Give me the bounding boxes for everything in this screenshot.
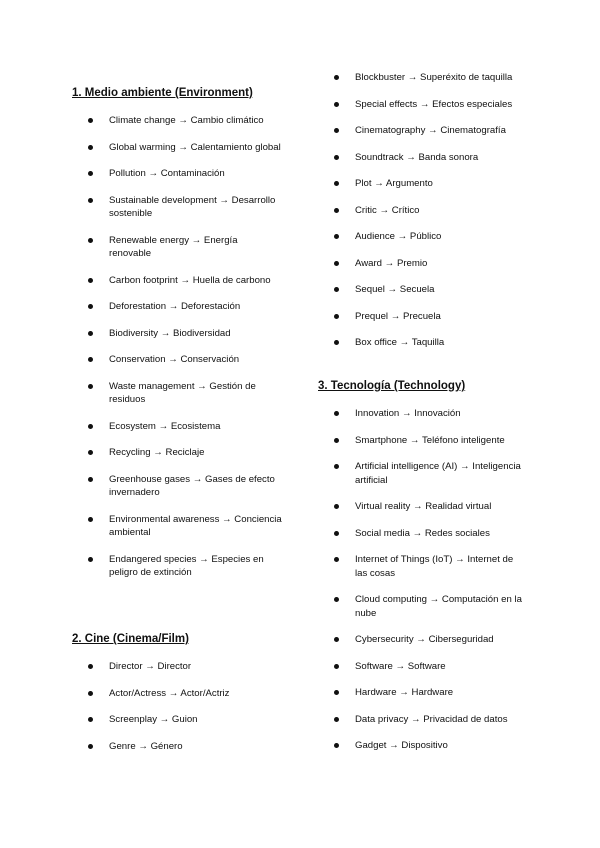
term-pair: Global warming → Calentamiento global: [109, 141, 281, 153]
list-item: [318, 177, 528, 191]
list-item: [318, 460, 528, 487]
list-item: [72, 713, 282, 727]
bullet-icon: [88, 691, 93, 696]
bullet-icon: [334, 743, 339, 748]
section-heading: 2. Cine (Cinema/Film): [72, 633, 189, 645]
bullet-icon: [334, 464, 339, 469]
bullet-icon: [88, 304, 93, 309]
bullet-icon: [88, 477, 93, 482]
list-item: [318, 336, 528, 350]
list-item: [72, 740, 282, 754]
bullet-icon: [88, 557, 93, 562]
bullet-icon: [334, 664, 339, 669]
term-pair: Prequel → Precuela: [355, 310, 441, 322]
term-pair: Blockbuster → Superéxito de taquilla: [355, 72, 513, 83]
list-item: [318, 553, 528, 580]
bullet-icon: [334, 717, 339, 722]
list-item: [72, 380, 282, 407]
term-pair: Cybersecurity → Ciberseguridad: [355, 634, 494, 645]
bullet-icon: [334, 597, 339, 602]
bullet-icon: [88, 384, 93, 389]
bullet-icon: [334, 287, 339, 292]
term-pair: Environmental awareness → Conciencia ambiental: [109, 513, 282, 538]
section-environment: [72, 86, 312, 593]
term-pair: Renewable energy → Energía renovable: [109, 234, 238, 259]
list-item: [72, 446, 282, 460]
bullet-icon: [334, 438, 339, 443]
list-item: [72, 141, 282, 155]
term-pair: Data privacy → Privacidad de datos: [355, 713, 508, 725]
bullet-icon: [334, 75, 339, 80]
term-list: [72, 114, 312, 580]
list-item: [318, 633, 528, 647]
bullet-icon: [88, 664, 93, 669]
term-pair: Cinematography → Cinematografía: [355, 125, 506, 136]
list-item: [318, 283, 528, 297]
bullet-icon: [88, 145, 93, 150]
term-pair: Gadget → Dispositivo: [355, 740, 448, 751]
section-heading: 1. Medio ambiente (Environment): [72, 87, 253, 99]
bullet-icon: [334, 234, 339, 239]
term-pair: Innovation → Innovación: [355, 408, 461, 419]
bullet-icon: [88, 717, 93, 722]
bullet-icon: [334, 128, 339, 133]
list-item: [72, 300, 282, 314]
term-pair: Deforestation → Deforestación: [109, 301, 241, 312]
list-item: [72, 513, 282, 540]
bullet-icon: [88, 198, 93, 203]
bullet-icon: [334, 340, 339, 345]
term-pair: Internet of Things (IoT) → Internet de las cosas: [355, 554, 514, 579]
bullet-icon: [88, 171, 93, 176]
list-item: [318, 500, 528, 514]
bullet-icon: [334, 637, 339, 642]
term-pair: Climate change → Cambio climático: [109, 115, 264, 126]
list-item: [318, 204, 528, 218]
list-item: [72, 660, 282, 674]
bullet-icon: [334, 314, 339, 319]
term-pair: Special effects → Efectos especiales: [355, 98, 513, 110]
list-item: [318, 593, 528, 620]
list-item: [318, 686, 528, 700]
term-pair: Hardware → Hardware: [355, 687, 454, 698]
bullet-icon: [334, 531, 339, 536]
term-pair: Sustainable development → Desarrollo sostenible: [109, 194, 276, 219]
bullet-icon: [88, 238, 93, 243]
term-pair: Cloud computing → Computación en la nube: [355, 594, 522, 619]
section-cinema-continued: [318, 71, 558, 363]
bullet-icon: [88, 744, 93, 749]
list-item: [318, 71, 528, 85]
term-pair: Virtual reality → Realidad virtual: [355, 501, 492, 512]
list-item: [72, 274, 282, 288]
bullet-icon: [88, 278, 93, 283]
term-pair: Actor/Actress → Actor/Actriz: [109, 687, 230, 699]
bullet-icon: [88, 331, 93, 336]
term-pair: Artificial intelligence (AI) → Inteligencia artificial: [355, 461, 521, 486]
list-item: [318, 407, 528, 421]
bullet-icon: [88, 517, 93, 522]
term-pair: Ecosystem → Ecosistema: [109, 420, 221, 432]
list-item: [318, 434, 528, 448]
bullet-icon: [334, 261, 339, 266]
term-pair: Soundtrack → Banda sonora: [355, 151, 479, 163]
section-cinema: [72, 632, 312, 766]
bullet-icon: [334, 504, 339, 509]
term-pair: Audience → Público: [355, 231, 442, 242]
list-item: [318, 124, 528, 138]
list-item: [72, 194, 282, 221]
list-item: [72, 687, 282, 701]
term-pair: Conservation → Conservación: [109, 354, 240, 365]
term-pair: Box office → Taquilla: [355, 337, 445, 348]
list-item: [72, 353, 282, 367]
list-item: [72, 473, 282, 500]
list-item: [318, 230, 528, 244]
term-pair: Plot → Argumento: [355, 178, 433, 189]
bullet-icon: [334, 557, 339, 562]
list-item: [318, 98, 528, 112]
bullet-icon: [88, 357, 93, 362]
list-item: [72, 327, 282, 341]
list-item: [72, 234, 282, 261]
list-item: [318, 151, 528, 165]
term-list: [318, 71, 558, 350]
section-technology: [318, 379, 558, 766]
term-pair: Endangered species → Especies en peligro de extinción: [109, 553, 264, 578]
bullet-icon: [334, 411, 339, 416]
section-heading: 3. Tecnología (Technology): [318, 380, 466, 392]
term-pair: Smartphone → Teléfono inteligente: [355, 434, 505, 446]
bullet-icon: [334, 102, 339, 107]
list-item: [318, 660, 528, 674]
list-item: [318, 310, 528, 324]
term-pair: Biodiversity → Biodiversidad: [109, 327, 231, 339]
term-pair: Pollution → Contaminación: [109, 168, 225, 179]
list-item: [318, 739, 528, 753]
list-item: [318, 527, 528, 541]
term-pair: Genre → Género: [109, 740, 183, 752]
term-pair: Carbon footprint → Huella de carbono: [109, 274, 271, 286]
term-list: [72, 660, 312, 753]
bullet-icon: [334, 208, 339, 213]
list-item: [72, 553, 282, 580]
term-pair: Waste management → Gestión de residuos: [109, 380, 256, 405]
bullet-icon: [334, 155, 339, 160]
term-pair: Award → Premio: [355, 257, 428, 269]
bullet-icon: [334, 181, 339, 186]
term-pair: Director → Director: [109, 661, 192, 672]
bullet-icon: [88, 424, 93, 429]
bullet-icon: [88, 118, 93, 123]
list-item: [318, 257, 528, 271]
list-item: [318, 713, 528, 727]
term-pair: Greenhouse gases → Gases de efecto invernadero: [109, 473, 275, 498]
bullet-icon: [88, 450, 93, 455]
bullet-icon: [334, 690, 339, 695]
term-pair: Social media → Redes sociales: [355, 527, 490, 539]
term-pair: Recycling → Reciclaje: [109, 447, 205, 458]
list-item: [72, 167, 282, 181]
term-pair: Sequel → Secuela: [355, 284, 435, 295]
term-list: [318, 407, 558, 753]
list-item: [72, 114, 282, 128]
term-pair: Critic → Crítico: [355, 204, 420, 216]
list-item: [72, 420, 282, 434]
term-pair: Software → Software: [355, 660, 446, 672]
term-pair: Screenplay → Guion: [109, 714, 198, 725]
